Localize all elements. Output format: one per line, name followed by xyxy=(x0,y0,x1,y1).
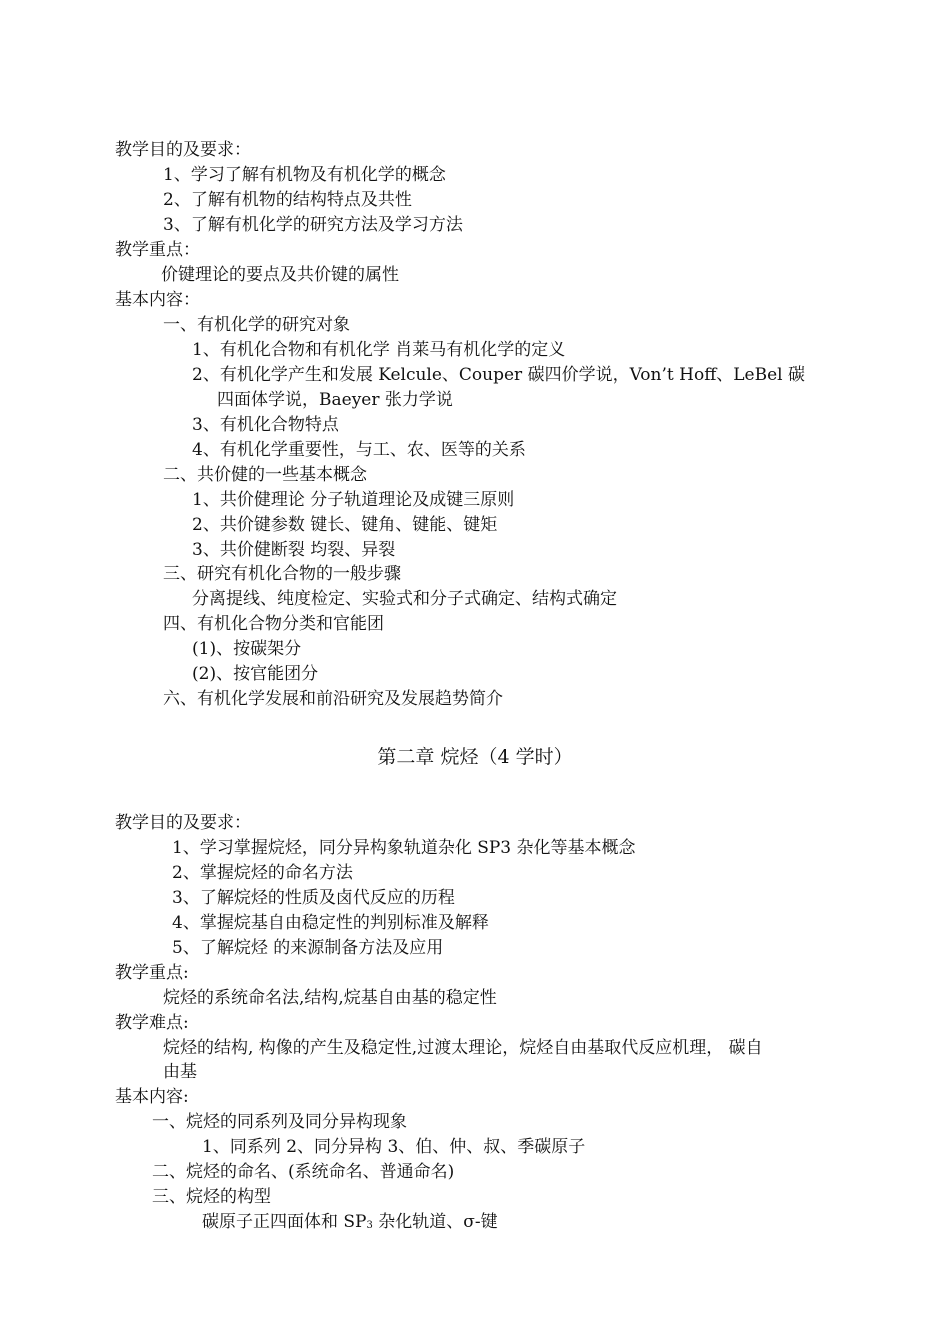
section-title: 二、共价健的一些基本概念 xyxy=(163,465,367,485)
difficulty-text-continuation: 由基 xyxy=(163,1062,197,1082)
section-item: 3、有机化合物特点 xyxy=(192,415,339,435)
difficulty-heading: 教学难点: xyxy=(115,1013,189,1033)
section-item: 1、共价健理论 分子轨道理论及成键三原则 xyxy=(192,490,515,510)
section-title: 二、烷烃的命名、(系统命名、普通命名) xyxy=(152,1162,455,1182)
subscript-3: 3 xyxy=(366,1220,373,1231)
section-title: 六、有机化学发展和前沿研究及发展趋势简介 xyxy=(163,689,503,709)
section-item: (2)、按官能团分 xyxy=(192,664,319,684)
section-title: 一、烷烃的同系列及同分异构现象 xyxy=(152,1112,407,1132)
focus-heading: 教学重点： xyxy=(115,240,200,260)
goal-item: 4、掌握烷基自由稳定性的判别标准及解释 xyxy=(172,913,489,933)
chapter-title: 第二章 烷烃（4 学时） xyxy=(377,746,573,768)
goals-heading: 教学目的及要求： xyxy=(115,140,251,160)
section-item: 3、共价健断裂 均裂、异裂 xyxy=(192,540,396,560)
difficulty-text: 烷烃的结构, 构像的产生及稳定性,过渡太理论，烷烃自由基取代反应机理， 碳自 xyxy=(163,1038,763,1058)
section-item-continuation: 四面体学说，Baeyer 张力学说 xyxy=(217,390,453,410)
section-text: 分离提线、纯度检定、实验式和分子式确定、结构式确定 xyxy=(192,589,617,609)
focus-text: 价键理论的要点及共价键的属性 xyxy=(161,265,399,285)
goal-item: 5、了解烷烃 的来源制备方法及应用 xyxy=(172,938,444,958)
section-item: (1)、按碳架分 xyxy=(192,639,302,659)
section-text-prefix: 碳原子正四面体和 SP xyxy=(202,1212,367,1232)
goal-item: 3、了解烷烃的性质及卤代反应的历程 xyxy=(172,888,455,908)
goal-item: 1、学习了解有机物及有机化学的概念 xyxy=(163,165,446,185)
section-title: 四、有机化合物分类和官能团 xyxy=(163,614,384,634)
focus-heading: 教学重点: xyxy=(115,963,189,983)
goals-heading: 教学目的及要求： xyxy=(115,813,251,833)
section-item: 1、有机化合物和有机化学 肖莱马有机化学的定义 xyxy=(192,340,566,360)
focus-text: 烷烃的系统命名法,结构,烷基自由基的稳定性 xyxy=(163,988,497,1008)
goal-item: 3、了解有机化学的研究方法及学习方法 xyxy=(163,215,463,235)
section-item: 2、有机化学产生和发展 Kelcule、Couper 碳四价学说，Von’t Hoff、LeBel 碳 xyxy=(192,365,806,385)
section-title: 三、烷烃的构型 xyxy=(152,1187,271,1207)
section-item: 1、同系列 2、同分异构 3、伯、仲、叔、季碳原子 xyxy=(202,1137,586,1157)
section-item: 2、共价键参数 键长、键角、键能、键矩 xyxy=(192,515,498,535)
section-item: 4、有机化学重要性，与工、农、医等的关系 xyxy=(192,440,526,460)
goal-item: 1、学习掌握烷烃，同分异构象轨道杂化 SP3 杂化等基本概念 xyxy=(172,838,636,858)
goal-item: 2、掌握烷烃的命名方法 xyxy=(172,863,353,883)
section-text xyxy=(202,1211,498,1237)
content-heading: 基本内容: xyxy=(115,1087,189,1107)
section-title: 三、研究有机化合物的一般步骤 xyxy=(163,564,401,584)
section-text-suffix: 杂化轨道、σ-键 xyxy=(372,1212,498,1232)
goal-item: 2、了解有机物的结构特点及共性 xyxy=(163,190,412,210)
section-title: 一、有机化学的研究对象 xyxy=(163,315,350,335)
content-heading: 基本内容： xyxy=(115,290,200,310)
